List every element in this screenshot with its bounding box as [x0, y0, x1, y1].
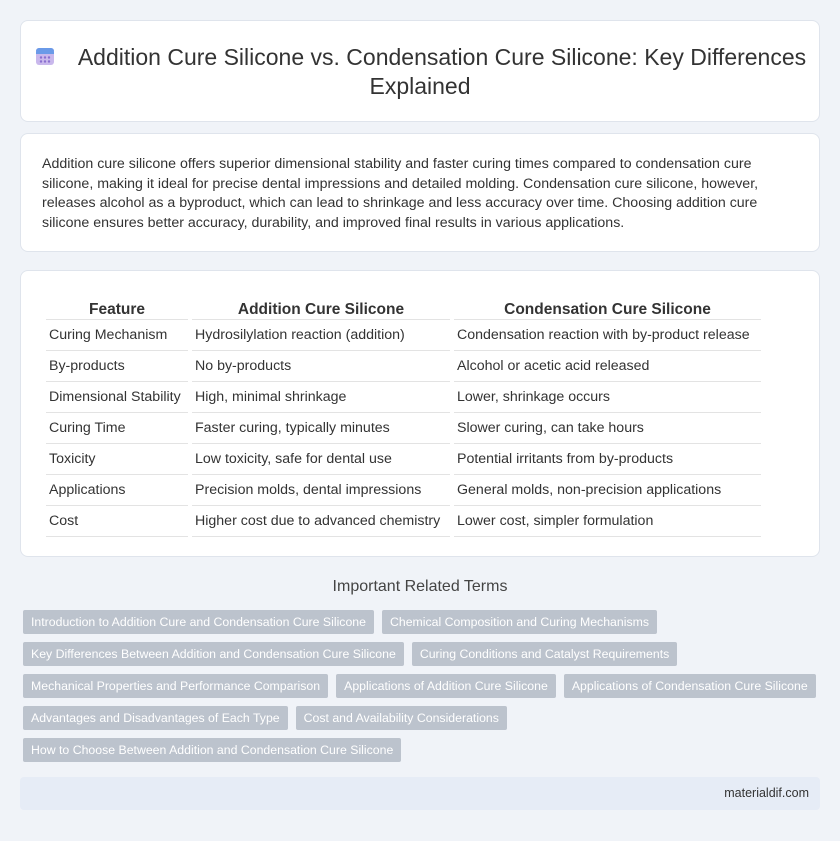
comparison-card — [20, 270, 820, 557]
related-term-link[interactable]: Mechanical Properties and Performance Comparison — [23, 674, 328, 698]
table-cell: Curing Mechanism — [46, 320, 188, 351]
table-cell: Condensation reaction with by-product release — [454, 320, 761, 351]
table-cell: Slower curing, can take hours — [454, 413, 761, 444]
table-cell: General molds, non-precision applications — [454, 475, 761, 506]
table-cell: Hydrosilylation reaction (addition) — [192, 320, 450, 351]
table-cell: No by-products — [192, 351, 450, 382]
table-row — [46, 351, 761, 382]
related-terms-row — [23, 674, 823, 698]
related-terms-row — [23, 706, 823, 730]
table-cell: Precision molds, dental impressions — [192, 475, 450, 506]
related-term-link[interactable]: Introduction to Addition Cure and Condensation Cure Silicone — [23, 610, 374, 634]
footer-site-link[interactable]: materialdif.com — [724, 786, 809, 800]
related-terms-list — [23, 610, 823, 770]
page-title — [21, 43, 819, 101]
table-cell: Low toxicity, safe for dental use — [192, 444, 450, 475]
header-feature: Feature — [46, 295, 188, 320]
summary-card — [20, 133, 820, 252]
table-cell: Lower, shrinkage occurs — [454, 382, 761, 413]
table-cell: By-products — [46, 351, 188, 382]
related-terms-row — [23, 610, 823, 634]
related-term-link[interactable]: Applications of Addition Cure Silicone — [336, 674, 556, 698]
summary-text: Addition cure silicone offers superior dimensional stability and faster curing times compared to condensation cure silicone, making it ideal for precise dental impressions and detailed molding. Condensation cure silicone, however, releases alcohol as a byproduct, which can lead to shrinkage and less accuracy over time. Choosing addition cure silicone ensures better accuracy, durability, and improved final results in various applications. — [42, 156, 759, 231]
table-cell: Curing Time — [46, 413, 188, 444]
table-cell: High, minimal shrinkage — [192, 382, 450, 413]
table-cell: Applications — [46, 475, 188, 506]
related-terms-row — [23, 738, 823, 762]
related-terms-heading: Important Related Terms — [332, 578, 508, 595]
related-term-link[interactable]: Chemical Composition and Curing Mechanisms — [382, 610, 657, 634]
title-card — [20, 20, 820, 122]
header-condensation: Condensation Cure Silicone — [454, 295, 761, 320]
related-terms-row — [23, 642, 823, 666]
table-cell: Potential irritants from by-products — [454, 444, 761, 475]
table-cell: Cost — [46, 506, 188, 537]
comparison-table — [42, 295, 765, 537]
table-row — [46, 413, 761, 444]
table-header-row — [46, 295, 761, 320]
related-term-link[interactable]: Cost and Availability Considerations — [296, 706, 507, 730]
related-term-link[interactable]: Curing Conditions and Catalyst Requirements — [412, 642, 677, 666]
related-term-link[interactable]: How to Choose Between Addition and Condensation Cure Silicone — [23, 738, 401, 762]
related-term-link[interactable]: Key Differences Between Addition and Condensation Cure Silicone — [23, 642, 404, 666]
table-cell: Lower cost, simpler formulation — [454, 506, 761, 537]
table-cell: Dimensional Stability — [46, 382, 188, 413]
table-row — [46, 320, 761, 351]
table-row — [46, 382, 761, 413]
table-cell: Alcohol or acetic acid released — [454, 351, 761, 382]
table-cell: Toxicity — [46, 444, 188, 475]
footer — [20, 777, 820, 810]
table-row — [46, 475, 761, 506]
table-cell: Faster curing, typically minutes — [192, 413, 450, 444]
page-title-text: Addition Cure Silicone vs. Condensation Cure Silicone: Key Differences Explained — [77, 44, 807, 99]
table-cell: Higher cost due to advanced chemistry — [192, 506, 450, 537]
table-row — [46, 506, 761, 537]
related-term-link[interactable]: Advantages and Disadvantages of Each Type — [23, 706, 288, 730]
header-addition: Addition Cure Silicone — [192, 295, 450, 320]
related-term-link[interactable]: Applications of Condensation Cure Silicone — [564, 674, 816, 698]
calendar-icon — [34, 45, 56, 67]
table-row — [46, 444, 761, 475]
